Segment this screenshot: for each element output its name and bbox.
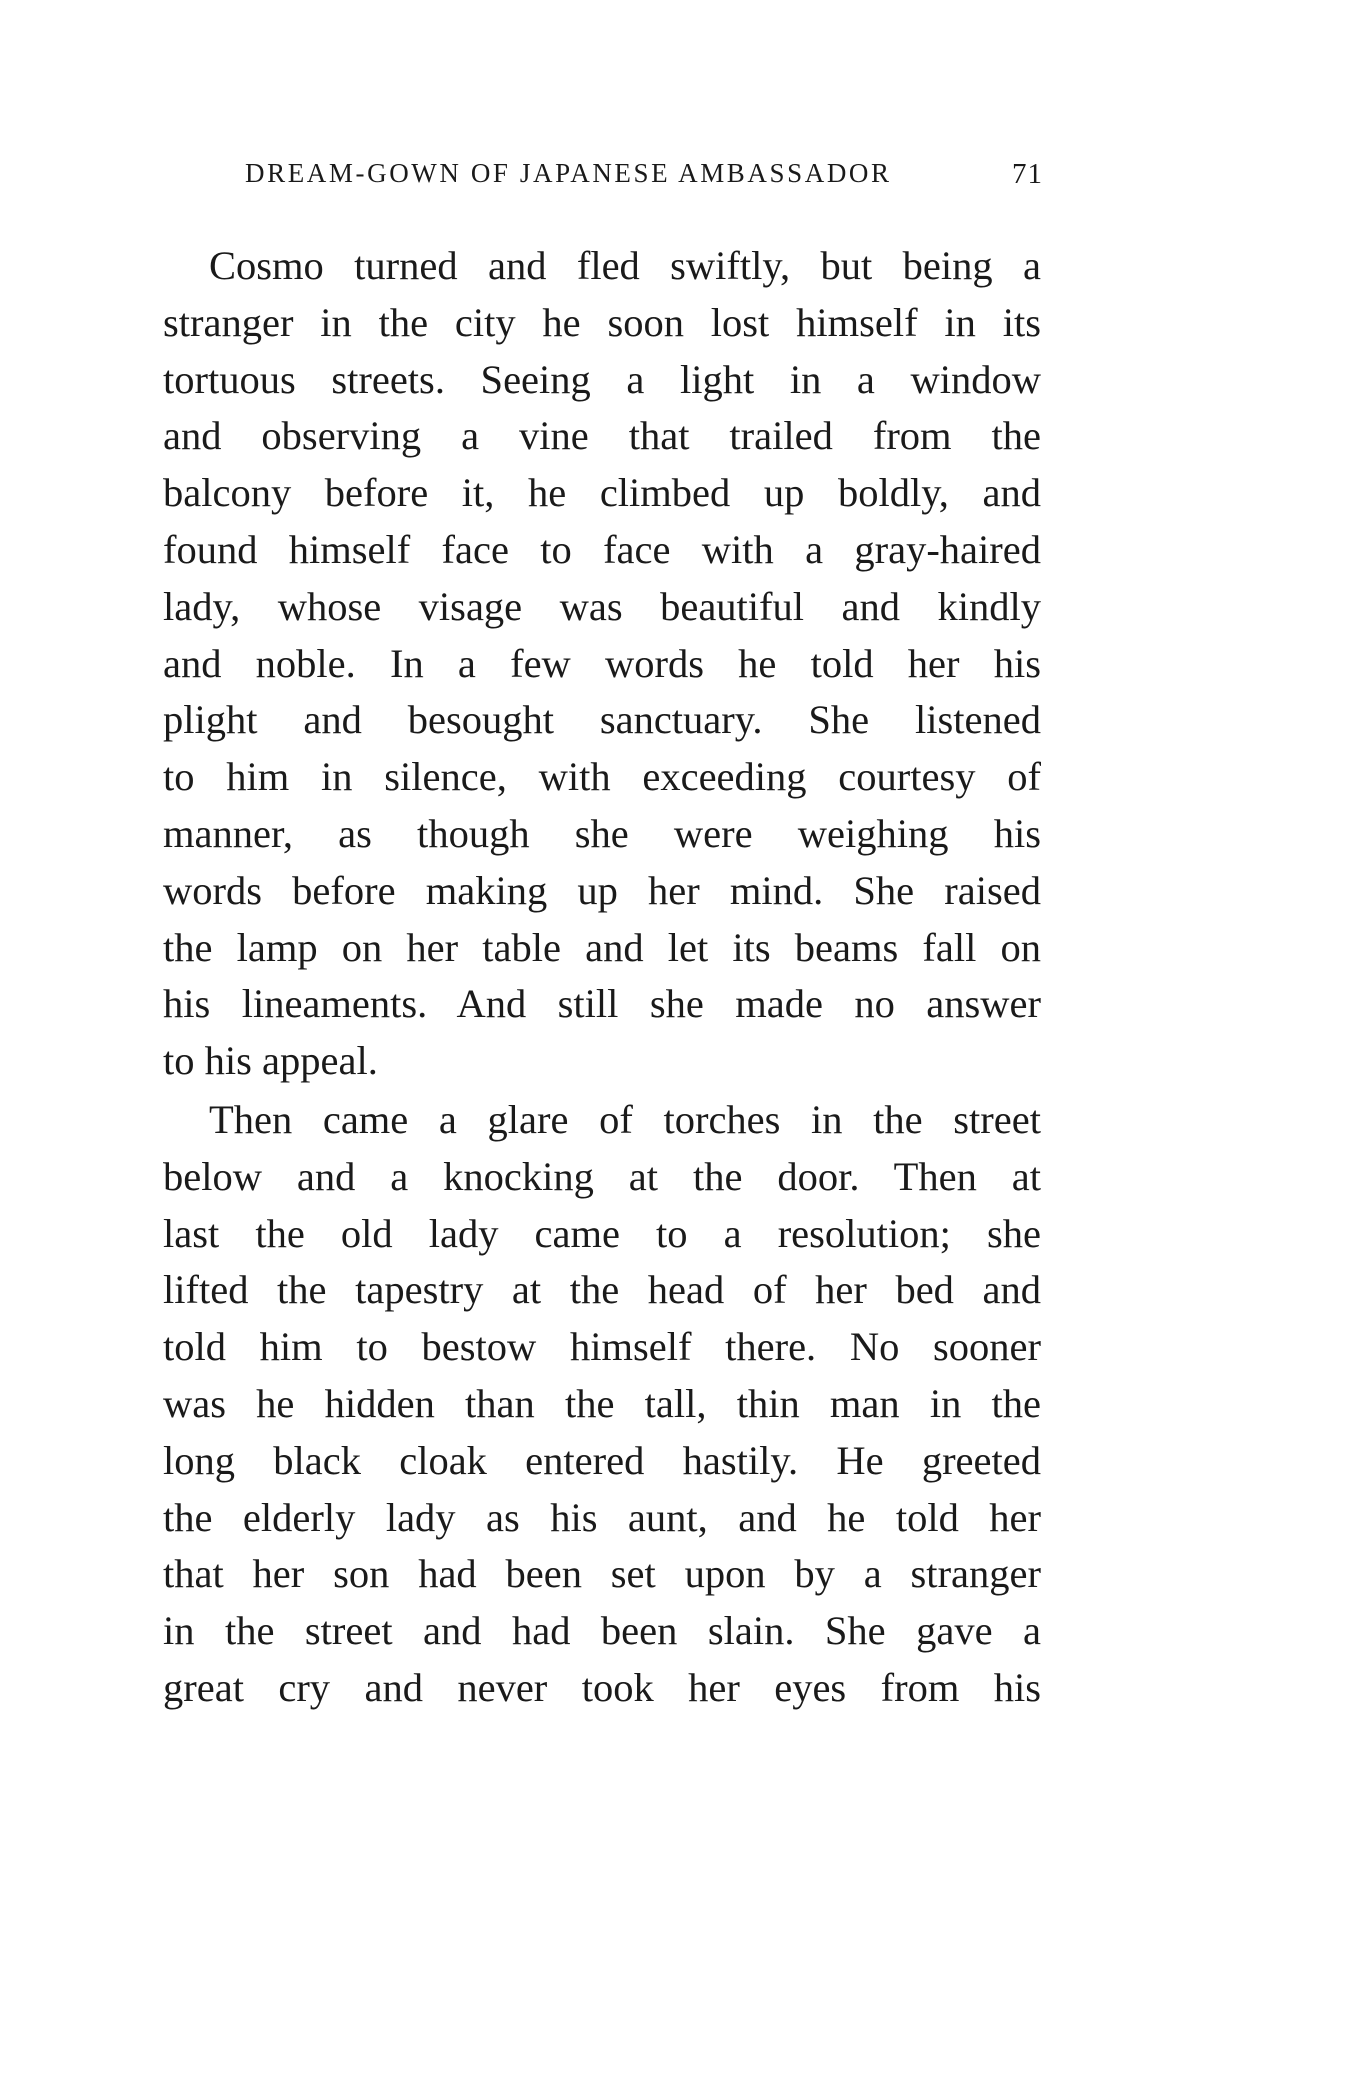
text-line: and observing a vine that trailed from the [163, 413, 1041, 459]
text-line: stranger in the city he soon lost himself in its [163, 299, 1041, 345]
body-text [163, 238, 1041, 1717]
text-line: Cosmo turned and fled swiftly, but being a [209, 243, 1041, 288]
text-line: was he hidden than the tall, thin man in the [163, 1380, 1041, 1426]
paragraph [163, 1092, 1041, 1717]
text-line: the lamp on her table and let its beams fall on [163, 924, 1041, 970]
text-line: to him in silence, with exceeding courtesy of [163, 754, 1041, 800]
text-line: told him to bestow himself there. No sooner [163, 1324, 1041, 1370]
paragraph [163, 238, 1041, 1090]
text-line: that her son had been set upon by a stranger [163, 1551, 1041, 1597]
text-line: balcony before it, he climbed up boldly, and [163, 470, 1041, 516]
text-line: Then came a glare of torches in the street [209, 1096, 1041, 1142]
text-line: lady, whose visage was beautiful and kindly [163, 583, 1041, 629]
text-line: tortuous streets. Seeing a light in a window [163, 356, 1041, 402]
text-line: last the old lady came to a resolution; she [163, 1210, 1041, 1256]
text-line: to his appeal. [163, 1038, 378, 1084]
text-line: below and a knocking at the door. Then at [163, 1153, 1041, 1199]
text-line: great cry and never took her eyes from his [163, 1664, 1041, 1710]
text-line: long black cloak entered hastily. He greeted [163, 1437, 1041, 1483]
text-line: words before making up her mind. She raised [163, 867, 1041, 913]
text-line: and noble. In a few words he told her his [163, 640, 1041, 686]
text-line: his lineaments. And still she made no answer [163, 981, 1041, 1027]
text-line: manner, as though she were weighing his [163, 810, 1041, 856]
running-title: DREAM-GOWN OF JAPANESE AMBASSADOR [245, 158, 892, 188]
text-line: in the street and had been slain. She gave a [163, 1608, 1041, 1654]
text-line: plight and besought sanctuary. She listened [163, 697, 1041, 743]
text-line: the elderly lady as his aunt, and he told her [163, 1494, 1041, 1540]
text-line: lifted the tapestry at the head of her bed and [163, 1267, 1041, 1313]
running-head [245, 158, 1045, 202]
text-line: found himself face to face with a gray-haired [163, 526, 1041, 572]
page-number: 71 [1012, 158, 1043, 190]
